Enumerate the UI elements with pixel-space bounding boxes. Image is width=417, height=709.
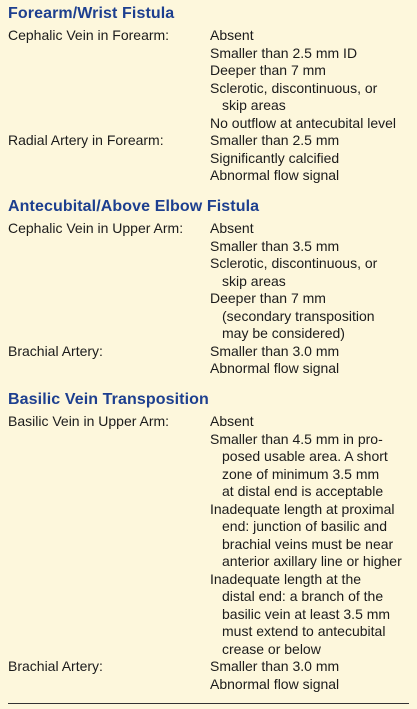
criterion-value: Abnormal flow signal	[210, 360, 340, 376]
row-label: Brachial Artery:	[8, 658, 103, 674]
criterion-value: Smaller than 3.5 mm	[210, 237, 340, 254]
section-title: Antecubital/Above Elbow Fistula	[8, 198, 260, 215]
section-antecubital-above-elbow-fistula	[8, 197, 413, 378]
criterion-value: Inadequate length at the distal end: a branch of the basilic vein at least 3.5 mm must extend to antecubital crease or below	[210, 570, 391, 657]
row-values	[210, 658, 413, 693]
row-label: Basilic Vein in Upper Arm:	[8, 413, 170, 429]
criteria-row-radial-artery-forearm	[8, 132, 413, 185]
criterion-value: Deeper than 7 mm	[210, 62, 326, 78]
criterion-value: Smaller than 3.0 mm	[210, 342, 340, 359]
row-label: Cephalic Vein in Upper Arm:	[8, 220, 184, 236]
row-values	[210, 27, 413, 132]
row-label: Radial Artery in Forearm:	[8, 132, 164, 148]
criterion-value: Sclerotic, discontinuous, or skip areas	[210, 79, 378, 113]
criterion-value: Smaller than 4.5 mm in pro- posed usable area. A short zone of minimum 3.5 mm at distal end is acceptable	[210, 430, 388, 499]
criterion-value: Absent	[210, 413, 254, 429]
section-basilic-vein-transposition	[8, 390, 413, 693]
criterion-value: Significantly calcified	[210, 149, 340, 166]
criteria-row-cephalic-vein-upper-arm	[8, 220, 413, 343]
criterion-value: Smaller than 2.5 mm ID	[210, 44, 358, 61]
bottom-divider	[8, 703, 409, 704]
row-values	[210, 413, 413, 658]
row-values	[210, 343, 413, 378]
criterion-value: Sclerotic, discontinuous, or skip areas	[210, 255, 378, 289]
criteria-row-cephalic-vein-forearm	[8, 27, 413, 132]
criterion-value: Smaller than 3.0 mm	[210, 658, 340, 674]
criterion-value: No outflow at antecubital level	[210, 114, 396, 131]
criterion-value: Inadequate length at proximal end: junction of basilic and brachial veins must be near anterior axillary line or higher	[210, 500, 402, 569]
criteria-row-basilic-vein-upper-arm	[8, 413, 413, 658]
row-label: Cephalic Vein in Forearm:	[8, 27, 170, 43]
criteria-row-brachial-artery	[8, 658, 413, 693]
row-label: Brachial Artery:	[8, 342, 103, 359]
criteria-row-brachial-artery	[8, 343, 413, 378]
row-values	[210, 220, 413, 343]
criterion-value: Absent	[210, 27, 254, 43]
section-title: Forearm/Wrist Fistula	[8, 5, 175, 22]
criterion-value: Abnormal flow signal	[210, 167, 340, 183]
criterion-value: Deeper than 7 mm (secondary transposition may be considered)	[210, 290, 375, 341]
criterion-value: Abnormal flow signal	[210, 675, 340, 692]
criterion-value: Smaller than 2.5 mm	[210, 132, 340, 148]
section-forearm-wrist-fistula	[8, 4, 413, 185]
criterion-value: Absent	[210, 220, 254, 236]
row-values	[210, 132, 413, 185]
section-title: Basilic Vein Transposition	[8, 391, 209, 408]
